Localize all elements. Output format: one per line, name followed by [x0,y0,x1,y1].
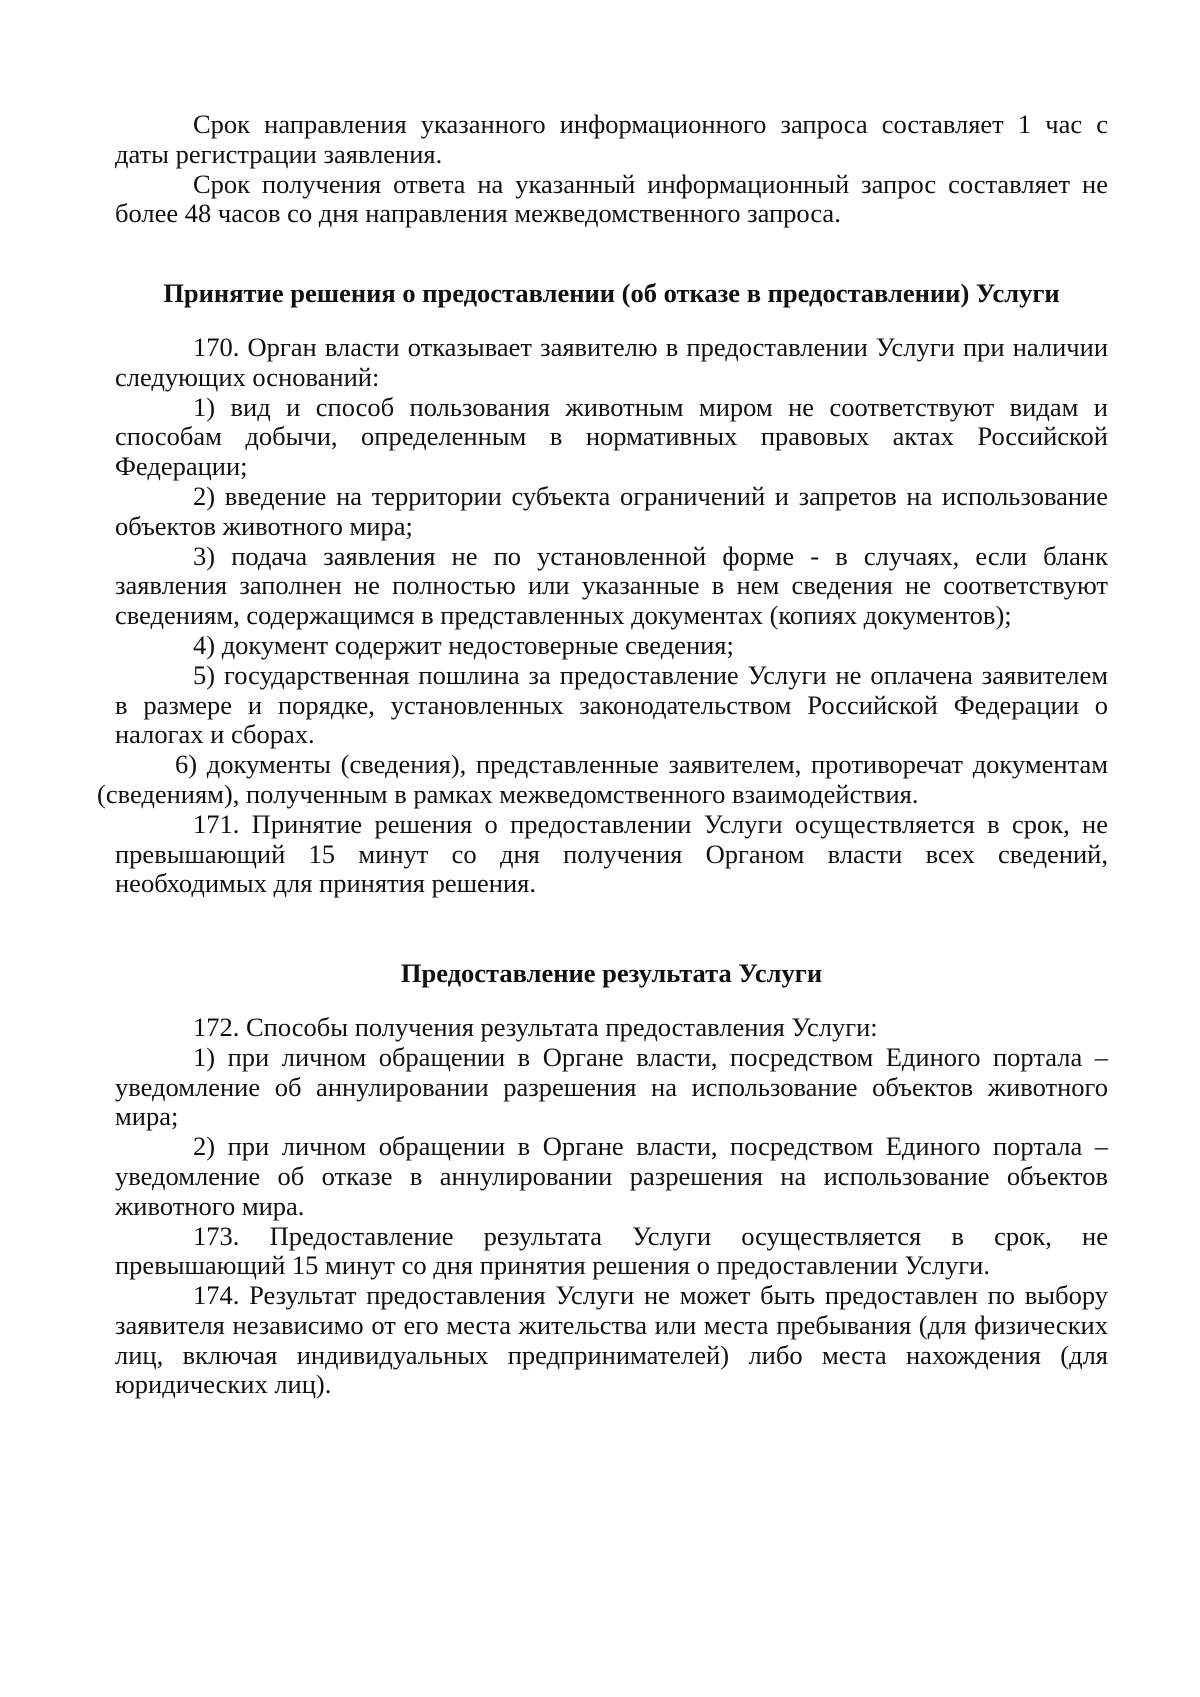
paragraph-response-deadline: Срок получения ответа на указанный информационный запрос составляет не более 48 часов со дня направления межведомственного запроса. [115,168,1108,229]
list-item-170-1: 1) вид и способ пользования животным миром не соответствуют видам и способам добычи, определенным в нормативных правовых актах Российской Федерации; [115,391,1108,482]
paragraph-request-deadline: Срок направления указанного информационного запроса составляет 1 час с даты регистрации заявления. [115,109,1108,169]
heading-decision: Принятие решения о предоставлении (об отказе в предоставлении) Услуги [163,278,1060,309]
list-item-170-2: 2) введение на территории субъекта ограничений и запретов на использование объектов животного мира; [115,480,1108,541]
paragraph-170: 170. Орган власти отказывает заявителю в предоставлении Услуги при наличии следующих оснований: [115,331,1108,392]
paragraph-172: 172. Способы получения результата предоставления Услуги: [193,1011,878,1042]
paragraph-174: 174. Результат предоставления Услуги не может быть предоставлен по выбору заявителя независимо от его места жительства или места пребывания (для физических лиц, включая индивидуальных предпринимателей) либо места нахождения (для юридических лиц). [115,1280,1108,1400]
list-item-172-2: 2) при личном обращении в Органе власти, посредством Единого портала – уведомление об отказе в аннулировании разрешения на использование объектов животного мира. [115,1131,1108,1221]
list-item-172-1: 1) при личном обращении в Органе власти, посредством Единого портала – уведомление об аннулировании разрешения на использование объектов животного мира; [115,1041,1108,1132]
paragraph-171: 171. Принятие решения о предоставлении Услуги осуществляется в срок, не превышающий 15 минут со дня получения Органом власти всех сведений, необходимых для принятия решения. [115,808,1108,899]
paragraph-173: 173. Предоставление результата Услуги осуществляется в срок, не превышающий 15 минут со дня принятия решения о предоставлении Услуги. [115,1220,1108,1281]
list-item-170-3: 3) подача заявления не по установленной форме - в случаях, если бланк заявления заполнен не полностью или указанные в нем сведения не соответствуют сведениям, содержащимся в представленных документах (копиях документов); [115,540,1108,631]
list-item-170-4: 4) документ содержит недостоверные сведения; [193,629,734,660]
list-item-170-5: 5) государственная пошлина за предоставление Услуги не оплачена заявителем в размере и порядке, установленных законодательством Российской Федерации о налогах и сборах. [115,659,1108,750]
list-item-170-6: 6) документы (сведения), представленные заявителем, противоречат документам (сведениям), полученным в рамках межведомственного взаимодействия. [97,749,1108,809]
heading-result: Предоставление результата Услуги [400,958,823,989]
